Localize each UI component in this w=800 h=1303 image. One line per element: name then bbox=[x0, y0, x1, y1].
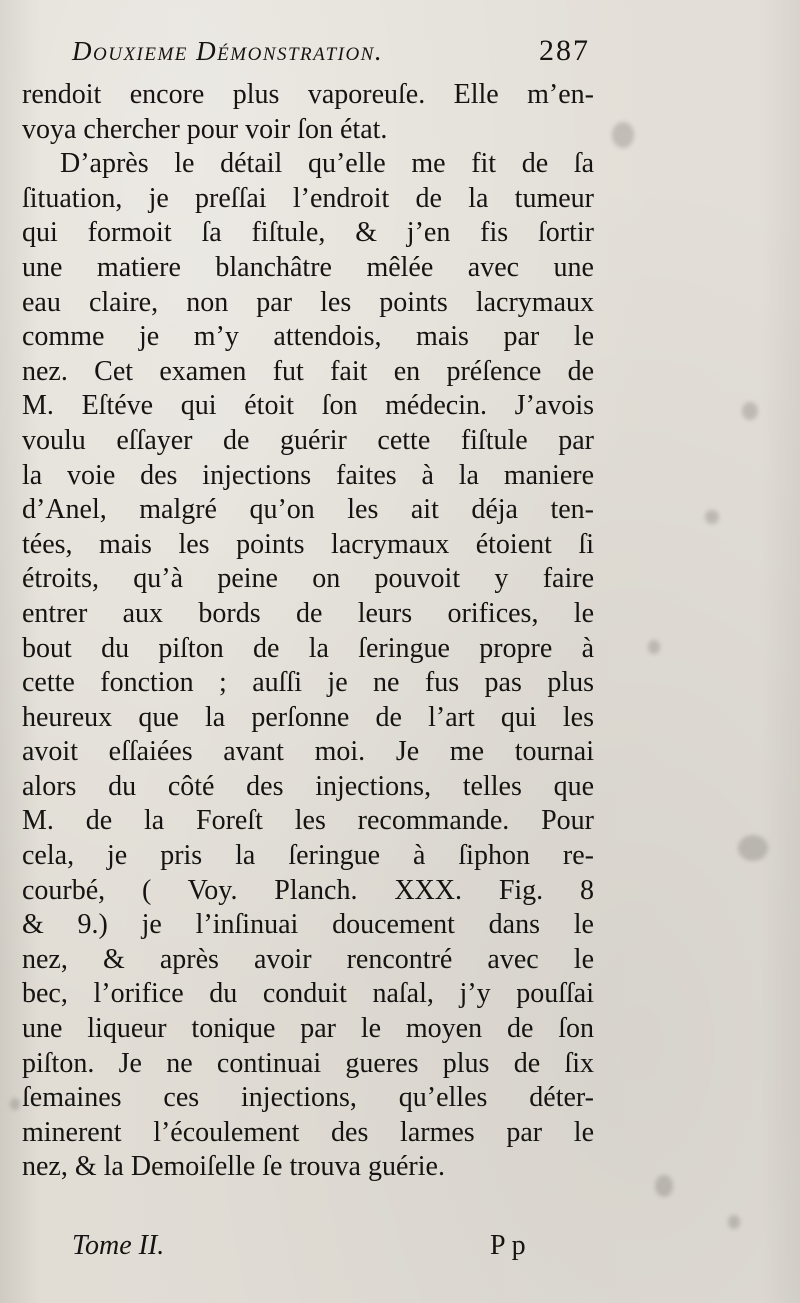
ink-stain bbox=[728, 1215, 740, 1229]
text-line: M. Eſtéve qui étoit ſon médecin. J’avois bbox=[22, 390, 594, 422]
ink-stain bbox=[655, 1175, 673, 1197]
text-line: rendoit encore plus vaporeuſe. Elle m’en- bbox=[22, 79, 594, 110]
text-line: piſton. Je ne continuai gueres plus de ſix bbox=[22, 1047, 594, 1079]
ink-stain bbox=[705, 510, 719, 524]
text-line: nez, & la Demoiſelle ſe trouva guérie. bbox=[22, 1151, 445, 1183]
running-title: Douxieme Démonstration. bbox=[72, 36, 384, 66]
page-footer bbox=[72, 1230, 572, 1270]
running-head bbox=[72, 36, 592, 80]
text-line: nez, & après avoir rencontré avec le bbox=[22, 943, 594, 975]
text-line: heureux que la perſonne de l’art qui les bbox=[22, 701, 594, 733]
body-text bbox=[22, 78, 594, 1185]
text-line: & 9.) je l’inſinuai doucement dans le bbox=[22, 909, 594, 941]
text-line: bec, l’orifice du conduit naſal, j’y pouſſai bbox=[22, 978, 594, 1010]
signature-mark: Pp bbox=[490, 1230, 532, 1261]
text-line: tées, mais les points lacrymaux étoient ſi bbox=[22, 528, 594, 560]
text-line: entrer aux bords de leurs orifices, le bbox=[22, 597, 594, 629]
text-line: qui formoit ſa fiſtule, & j’en fis ſortir bbox=[22, 217, 594, 249]
text-line: ſemaines ces injections, qu’elles déter- bbox=[22, 1082, 594, 1114]
text-line: avoit eſſaiées avant moi. Je me tournai bbox=[22, 736, 594, 768]
volume-label: Tome II. bbox=[72, 1230, 165, 1261]
text-line: alors du côté des injections, telles que bbox=[22, 770, 594, 802]
text-line: voulu eſſayer de guérir cette fiſtule par bbox=[22, 424, 594, 456]
ink-stain bbox=[742, 402, 758, 420]
ink-stain bbox=[10, 1098, 20, 1110]
text-line: bout du piſton de la ſeringue propre à bbox=[22, 632, 594, 664]
text-line: cela, je pris la ſeringue à ſiphon re- bbox=[22, 840, 594, 872]
text-line: ſituation, je preſſai l’endroit de la tumeur bbox=[22, 182, 594, 214]
text-line: courbé, ( Voy. Planch. XXX. Fig. 8 bbox=[22, 874, 594, 906]
page-number: 287 bbox=[539, 34, 590, 67]
text-line: minerent l’écoulement des larmes par le bbox=[22, 1116, 594, 1148]
text-line: D’après le détail qu’elle me fit de ſa bbox=[60, 148, 594, 180]
text-line: étroits, qu’à peine on pouvoit y faire bbox=[22, 563, 594, 595]
text-line: M. de la Foreſt les recommande. Pour bbox=[22, 805, 594, 837]
text-line: d’Anel, malgré qu’on les ait déja ten- bbox=[22, 494, 594, 526]
text-line: comme je m’y attendois, mais par le bbox=[22, 321, 594, 353]
text-line: une matiere blanchâtre mêlée avec une bbox=[22, 251, 594, 283]
text-line: une liqueur tonique par le moyen de ſon bbox=[22, 1013, 594, 1045]
text-line: eau claire, non par les points lacrymaux bbox=[22, 286, 594, 318]
ink-stain bbox=[612, 122, 634, 148]
text-line: cette fonction ; auſſi je ne fus pas plus bbox=[22, 667, 594, 699]
text-line: nez. Cet examen fut fait en préſence de bbox=[22, 355, 594, 387]
text-line: la voie des injections faites à la maniere bbox=[22, 459, 594, 491]
text-line: voya chercher pour voir ſon état. bbox=[22, 113, 388, 145]
ink-stain bbox=[738, 835, 768, 861]
ink-stain bbox=[648, 640, 660, 654]
